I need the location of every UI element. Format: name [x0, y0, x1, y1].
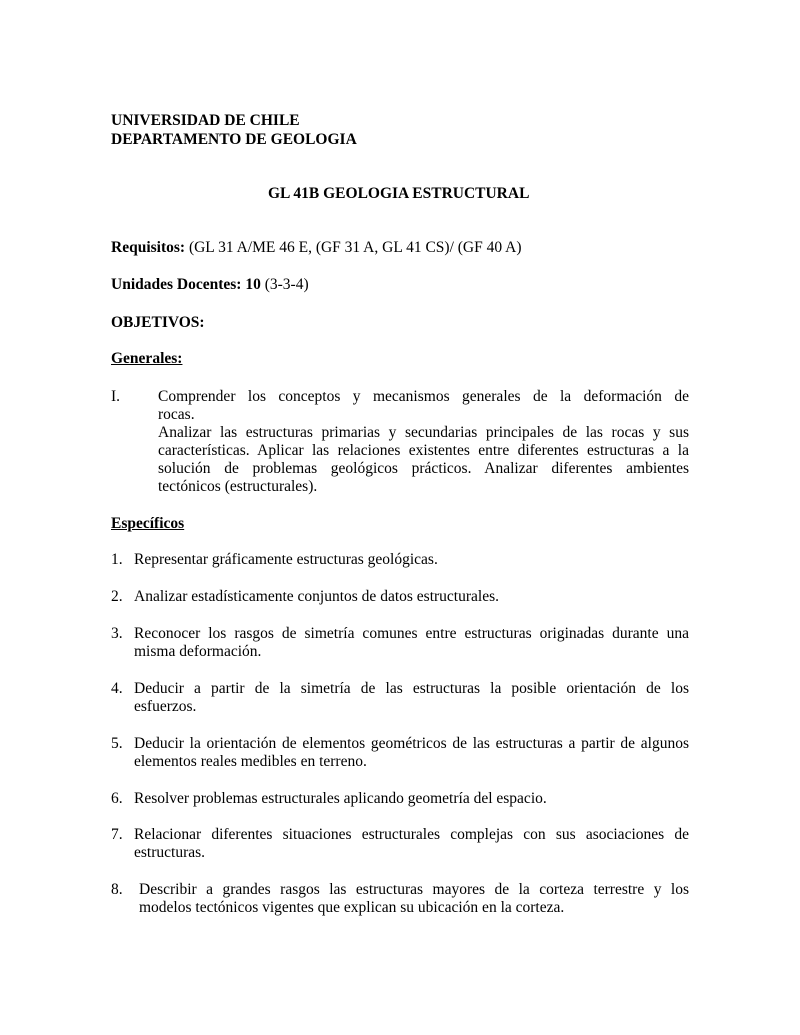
university-name: UNIVERSIDAD DE CHILE — [111, 112, 300, 129]
item-number: 4. — [111, 680, 123, 697]
item-text-continued: estructuras. — [134, 844, 206, 861]
especificos-heading: Específicos — [111, 515, 185, 532]
item-number: 1. — [111, 551, 123, 568]
item-text: Relacionar diferentes situaciones estructurales complejas con sus asociaciones de — [134, 826, 689, 843]
list-item — [111, 588, 689, 606]
item-text: Describir a grandes rasgos las estructuras mayores de la corteza terrestre y los — [139, 881, 689, 898]
department-name: DEPARTAMENTO DE GEOLOGIA — [111, 131, 357, 148]
generales-line: rocas. — [158, 406, 195, 423]
generales-number: I. — [111, 388, 121, 405]
item-number: 7. — [111, 826, 123, 843]
list-item — [111, 826, 689, 862]
institution-header — [111, 111, 357, 149]
generales-line: Comprender los conceptos y mecanismos generales de la deformación de — [158, 388, 689, 405]
generales-objective — [111, 388, 689, 496]
item-number: 2. — [111, 588, 123, 605]
item-text: Deducir la orientación de elementos geométricos de las estructuras a partir de algunos — [134, 735, 689, 752]
item-number: 5. — [111, 735, 123, 752]
unidades-value: (3-3-4) — [260, 276, 309, 293]
list-item — [111, 735, 689, 771]
item-number: 3. — [111, 625, 123, 642]
objetivos-heading: OBJETIVOS: — [111, 314, 205, 331]
generales-line: Analizar las estructuras primarias y secundarias principales de las rocas y sus — [158, 424, 689, 441]
item-text: Deducir a partir de la simetría de las estructuras la posible orientación de los — [134, 680, 689, 697]
item-number: 8. — [111, 881, 123, 898]
requisitos-value: (GL 31 A/ME 46 E, (GF 31 A, GL 41 CS)/ (GF 40 A) — [185, 239, 522, 256]
unidades-label: Unidades Docentes: 10 — [111, 276, 261, 293]
item-text-continued: elementos reales medibles en terreno. — [134, 753, 367, 770]
item-text: Representar gráficamente estructuras geológicas. — [134, 551, 438, 568]
item-text: Reconocer los rasgos de simetría comunes entre estructuras originadas durante una — [134, 625, 689, 642]
list-item — [111, 551, 689, 569]
list-item — [111, 625, 689, 661]
item-text-continued: misma deformación. — [134, 643, 262, 660]
unidades-line — [111, 276, 309, 294]
list-item — [111, 790, 689, 808]
item-text-continued: modelos tectónicos vigentes que explican su ubicación en la corteza. — [139, 899, 565, 916]
requisitos-label: Requisitos: — [111, 239, 186, 256]
generales-line: características. Aplicar las relaciones existentes entre diferentes estructuras a la — [158, 442, 689, 459]
item-text: Resolver problemas estructurales aplicando geometría del espacio. — [134, 790, 547, 807]
course-title: GL 41B GEOLOGIA ESTRUCTURAL — [268, 185, 530, 202]
list-item — [111, 680, 689, 716]
generales-line: tectónicos (estructurales). — [158, 478, 318, 495]
item-text: Analizar estadísticamente conjuntos de datos estructurales. — [134, 588, 499, 605]
list-item — [111, 881, 689, 917]
item-text-continued: esfuerzos. — [134, 698, 197, 715]
generales-text — [158, 388, 689, 496]
generales-line: solución de problemas geológicos prácticos. Analizar diferentes ambientes — [158, 460, 689, 477]
requisitos-line — [111, 239, 522, 257]
generales-heading: Generales: — [111, 350, 183, 367]
item-number: 6. — [111, 790, 123, 807]
